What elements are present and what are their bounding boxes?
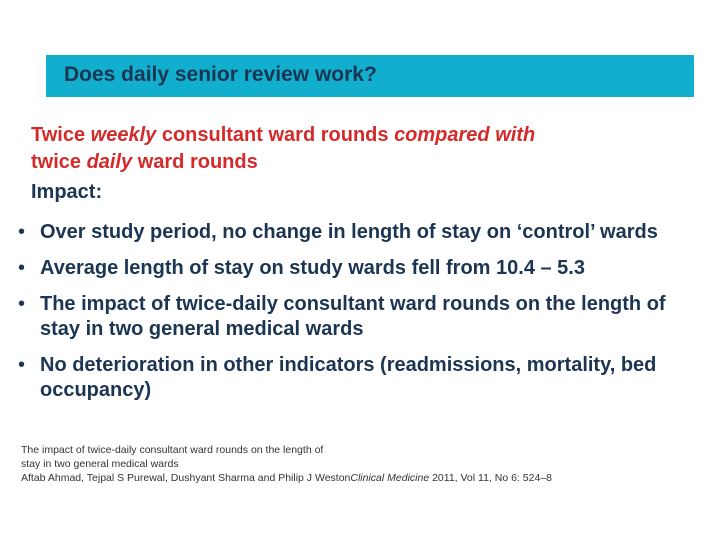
bullet-text: Over study period, no change in length of stay on ‘control’ wards — [40, 221, 658, 243]
subtitle-emphasis: daily — [86, 151, 133, 173]
bullet-text: Average length of stay on study wards fell from 10.4 – 5.3 — [40, 257, 585, 279]
bullet-icon: • — [18, 221, 26, 243]
reference-citation — [21, 443, 691, 485]
impact-label: Impact: — [31, 181, 103, 203]
subtitle-emphasis: compared with — [394, 124, 536, 146]
bullet-icon: • — [18, 293, 26, 315]
reference-details: 2011, Vol 11, No 6: 524–8 — [429, 472, 552, 484]
bullet-icon: • — [18, 354, 26, 376]
bullet-icon: • — [18, 257, 26, 279]
subtitle-part: twice — [31, 151, 87, 173]
list-item — [18, 353, 708, 403]
list-item — [18, 292, 708, 342]
bullet-list — [18, 220, 708, 414]
subtitle-emphasis: weekly — [90, 124, 157, 146]
bullet-text: The impact of twice-daily consultant ward rounds on the length of stay in two general medical wards — [40, 293, 666, 340]
list-item — [18, 220, 708, 245]
reference-title-line1: The impact of twice-daily consultant ward rounds on the length of — [21, 444, 324, 456]
title-bar — [46, 55, 694, 97]
subtitle-part: ward rounds — [132, 151, 258, 173]
reference-authors: Aftab Ahmad, Tejpal S Purewal, Dushyant Sharma and Philip J Weston — [21, 472, 351, 484]
subtitle — [31, 122, 691, 176]
reference-title-line2: stay in two general medical wards — [21, 458, 179, 470]
subtitle-part: consultant ward rounds — [156, 124, 395, 146]
bullet-text: No deterioration in other indicators (readmissions, mortality, bed occupancy) — [40, 354, 657, 401]
subtitle-part: Twice — [31, 124, 91, 146]
reference-journal: Clinical Medicine — [350, 472, 430, 484]
slide-title: Does daily senior review work? — [64, 63, 377, 86]
list-item — [18, 256, 708, 281]
